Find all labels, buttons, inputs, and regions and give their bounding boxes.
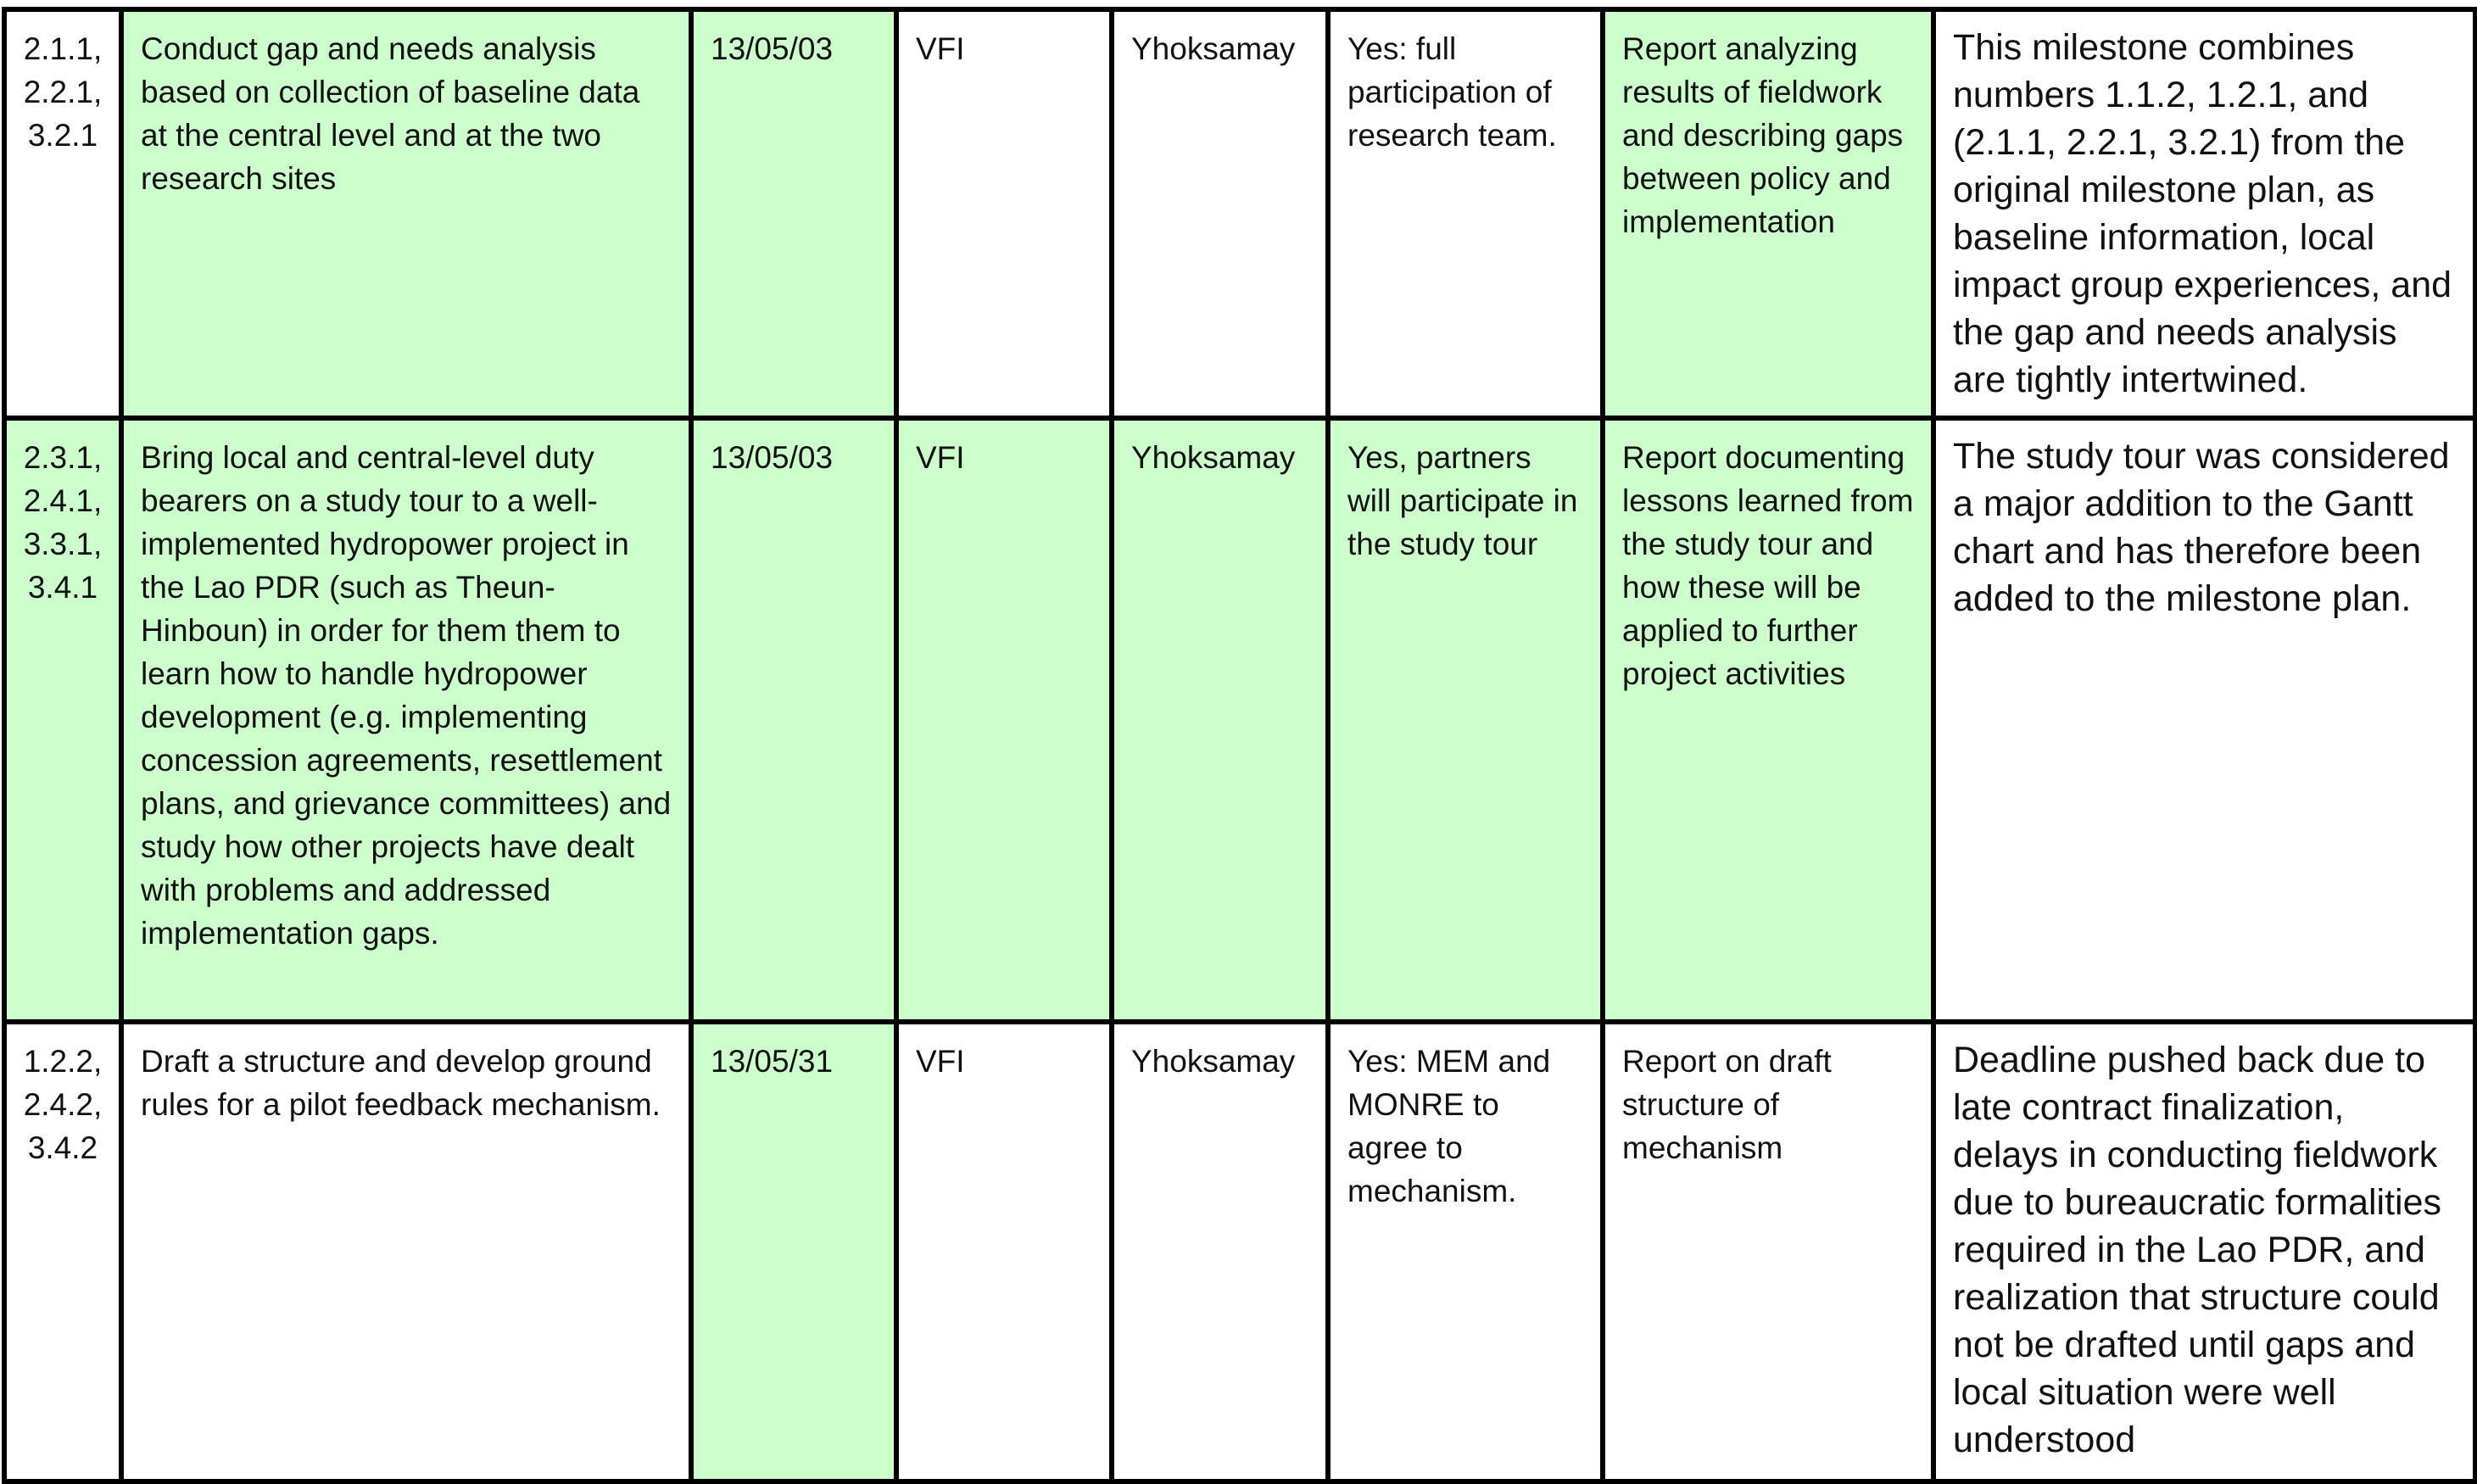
participation-cell: Yes, partners will participate in the study tour	[1328, 418, 1603, 1022]
participation-cell: Yes: full participation of research team.	[1328, 9, 1603, 418]
milestone-number: 3.4.1	[27, 570, 98, 605]
milestone-number: 1.2.2,	[23, 1044, 103, 1079]
organization-cell: VFI	[896, 418, 1112, 1022]
notes-cell: Deadline pushed back due to late contract finalization, delays in conducting fieldwork due to bureaucratic formalities required in the Lao PDR, and realization that structure could not be drafted until gaps and local situation were well understood	[1933, 1022, 2475, 1481]
date-cell: 13/05/03	[691, 9, 896, 418]
deliverable-cell: Report documenting lessons learned from the study tour and how these will be applied to further project activities	[1603, 418, 1933, 1022]
notes-cell: This milestone combines numbers 1.1.2, 1.2.1, and (2.1.1, 2.2.1, 3.2.1) from the original milestone plan, as baseline information, local impact group experiences, and the gap and needs analysis are tightly intertwined.	[1933, 9, 2475, 418]
milestone-number: 2.4.1,	[23, 483, 103, 518]
responsible-person-cell: Yhoksamay	[1112, 1022, 1328, 1481]
milestone-number: 2.2.1,	[23, 75, 103, 109]
organization-cell: VFI	[896, 9, 1112, 418]
milestone-number: 2.4.2,	[23, 1087, 103, 1122]
deliverable-cell: Report analyzing results of fieldwork and describing gaps between policy and implementation	[1603, 9, 1933, 418]
table-row	[4, 9, 2475, 418]
responsible-person-cell: Yhoksamay	[1112, 418, 1328, 1022]
milestone-number-cell	[4, 1022, 121, 1481]
activity-cell: Bring local and central-level duty bearers on a study tour to a well-implemented hydropower project in the Lao PDR (such as Theun-Hinboun) in order for them them to learn how to handle hydropower development (e.g. implementing concession agreements, resettlement plans, and grievance committees) and study how other projects have dealt with problems and addressed implementation gaps.	[121, 418, 691, 1022]
organization-cell: VFI	[896, 1022, 1112, 1481]
activity-cell: Conduct gap and needs analysis based on collection of baseline data at the central level and at the two research sites	[121, 9, 691, 418]
milestone-number-cell	[4, 418, 121, 1022]
milestone-table	[2, 7, 2477, 1484]
milestone-number: 2.1.1,	[23, 31, 103, 66]
table-row	[4, 1022, 2475, 1481]
milestone-number: 3.3.1,	[23, 527, 103, 561]
date-cell: 13/05/03	[691, 418, 896, 1022]
milestone-number-cell	[4, 9, 121, 418]
milestone-number: 2.3.1,	[23, 440, 103, 475]
table-row	[4, 418, 2475, 1022]
milestone-number: 3.2.1	[27, 118, 98, 153]
milestone-number: 3.4.2	[27, 1130, 98, 1165]
activity-cell: Draft a structure and develop ground rules for a pilot feedback mechanism.	[121, 1022, 691, 1481]
date-cell: 13/05/31	[691, 1022, 896, 1481]
responsible-person-cell: Yhoksamay	[1112, 9, 1328, 418]
deliverable-cell: Report on draft structure of mechanism	[1603, 1022, 1933, 1481]
notes-cell: The study tour was considered a major addition to the Gantt chart and has therefore been added to the milestone plan.	[1933, 418, 2475, 1022]
participation-cell: Yes: MEM and MONRE to agree to mechanism.	[1328, 1022, 1603, 1481]
